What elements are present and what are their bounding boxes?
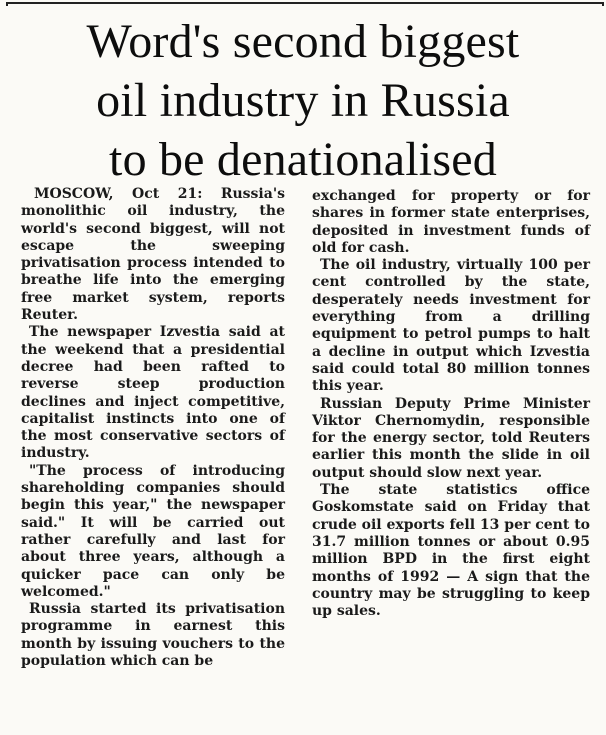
article-paragraph: MOSCOW, Oct 21: Russia's monolithic oil industry, the world's second biggest, will not escape the sweeping privatisation process intended to breathe life into the emerging free market system, reports Reuter. [21,186,285,324]
headline [8,12,598,189]
article-paragraph: exchanged for property or for shares in former state enterprises, deposited in investment funds of old for cash. [312,188,590,256]
article-column-left [21,186,285,670]
article-paragraph: Russia started its privatisation programme in earnest this month by issuing vouchers to the population which can be [21,601,285,670]
article-paragraph: The oil industry, virtually 100 per cent controlled by the state, desperately needs investment for everything from a drilling equipment to petrol pumps to halt a decline in output which Izvestia said could total 80 million tonnes this year. [312,257,590,395]
article-column-right [312,188,590,620]
article-paragraph: The state statistics office Goskomstate said on Friday that crude oil exports fell 13 per cent to 31.7 million tonnes or about 0.95 million BPD in the first eight months of 1992 — A sign that the country may be struggling to keep up sales. [312,482,590,620]
article-paragraph: The newspaper Izvestia said at the weekend that a presidential decree had been rafted to reverse steep production declines and inject competitive, capitalist instincts into one of the most conservative sectors of industry. [21,324,285,462]
article-paragraph: Russian Deputy Prime Minister Viktor Chernomydin, responsible for the energy sector, told Reuters earlier this month the slide in oil output should slow next year. [312,395,590,481]
headline-line: oil industry in Russia [96,74,510,127]
headline-line: Word's second biggest [86,15,520,68]
top-border-rule [6,2,604,6]
article-paragraph: "The process of introducing shareholding companies should begin this year," the newspaper said." It will be carried out rather carefully and last for about three years, although a quicker pace can only be welcomed." [21,462,285,600]
headline-line: to be denationalised [109,133,497,186]
